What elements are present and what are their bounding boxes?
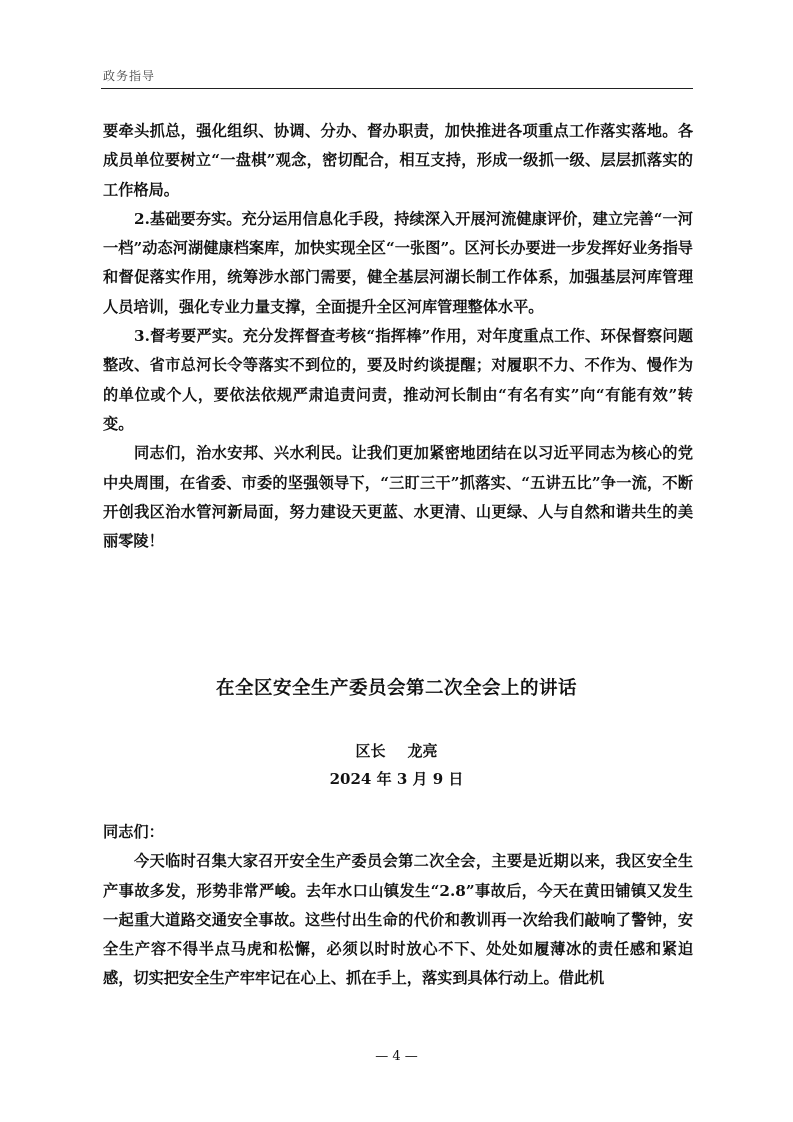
- body-paragraph: 3.督考要严实。充分发挥督查考核“指挥棒”作用，对年度重点工作、环保督察问题整改、省市总河长令等落实不到位的，要及时约谈提醒；对履职不力、不作为、慢作为的单位或个人，要依法依规严肃追责问责，推动河长制由“有名有实”向“有能有效”转变。: [103, 327, 693, 433]
- body-paragraph: 同志们，治水安邦、兴水利民。让我们更加紧密地团结在以习近平同志为核心的党中央周围，在省委、市委的坚强领导下，“三盯三干”抓落实、“五讲五比”争一流，不断开创我区治水管河新局面，努力建设天更蓝、水更清、山更绿、人与自然和谐共生的美丽零陵！: [103, 444, 693, 551]
- speech-author: [0, 740, 793, 761]
- body-paragraph: 2.基础要夯实。充分运用信息化手段，持续深入开展河流健康评价，建立完善“一河一档”动态河湖健康档案库，加快实现全区“一张图”。区河长办要进一步发挥好业务指导和督促落实作用，统筹涉水部门需要，健全基层河湖长制工作体系，加强基层河库管理人员培训，强化专业力量支撑，全面提升全区河库管理整体水平。: [103, 209, 693, 316]
- speech-title: 在全区安全生产委员会第二次全会上的讲话: [215, 678, 577, 699]
- body-paragraph: 今天临时召集大家召开安全生产委员会第二次全会，主要是近期以来，我区安全生产事故多发，形势非常严峻。去年水口山镇发生“2.8”事故后，今天在黄田铺镇又发生一起重大道路交通安全事故。这些付出生命的代价和教训再一次给我们敲响了警钟，安全生产容不得半点马虎和松懈，必须以时时放心不下、处处如履薄冰的责任感和紧迫感，切实把安全生产牢牢记在心上、抓在手上，落实到具体行动上。借此机: [103, 852, 693, 988]
- header-divider: [101, 88, 693, 89]
- speech-body: [103, 818, 693, 994]
- page-number: — 4 —: [375, 1049, 418, 1064]
- author-name: 龙亮: [407, 742, 438, 760]
- running-header: 政务指导: [103, 69, 156, 83]
- speech-date: 2024 年 3 月 9 日: [329, 770, 464, 788]
- salutation: 同志们：: [103, 823, 164, 841]
- body-paragraph: 要牵头抓总，强化组织、协调、分办、督办职责，加快推进各项重点工作落实落地。各成员单位要树立“一盘棋”观念，密切配合，相互支持，形成一级抓一级、层层抓落实的工作格局。: [103, 122, 693, 199]
- author-role: 区长: [355, 742, 386, 760]
- continued-section: [103, 117, 693, 556]
